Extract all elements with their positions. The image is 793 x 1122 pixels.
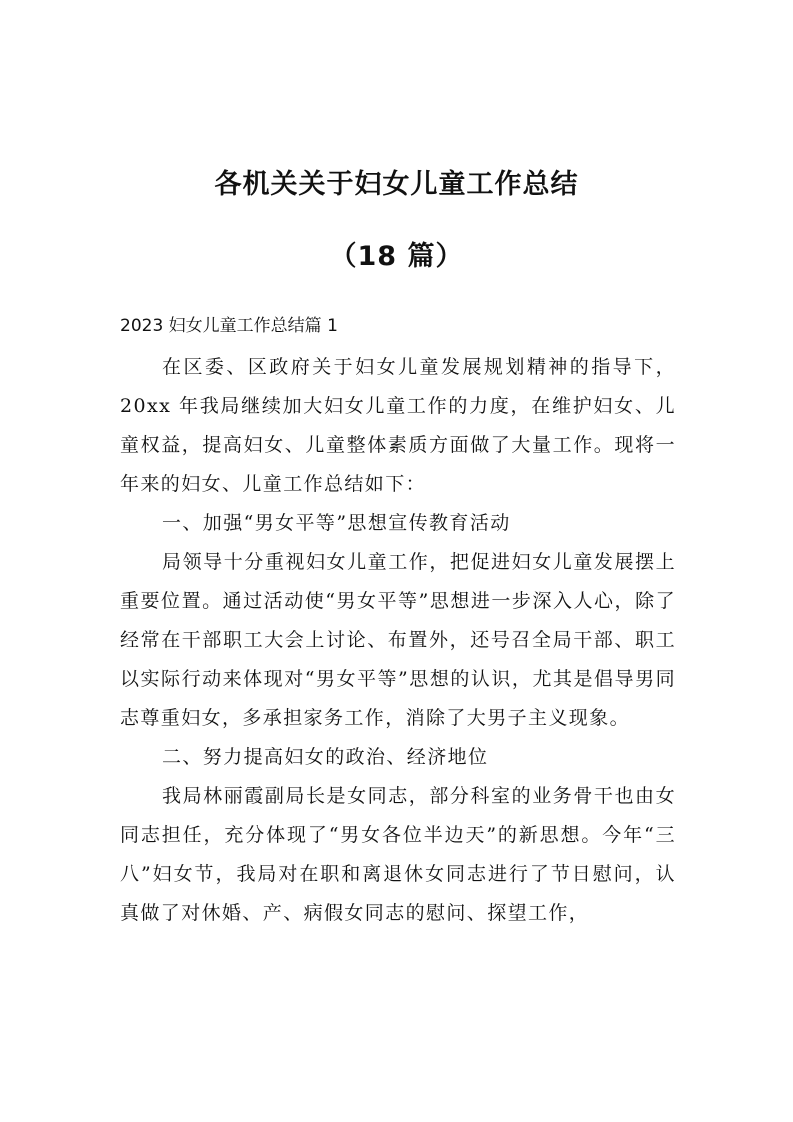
paragraph-heading-1: 一、加强“男女平等”思想宣传教育活动 <box>162 512 511 534</box>
paragraph-2: 我局林丽霞副局长是女同志，部分科室的业务骨干也由女同志担任，充分体现了“男女各位半边天”的新思想。今年“三八”妇女节，我局对在职和离退休女同志进行了节日慰问，认真做了对休婚、产、病假女同志的慰问、探望工作， <box>120 785 676 924</box>
document-subtitle: （18 篇） <box>329 241 464 272</box>
document-title: 各机关关于妇女儿童工作总结 <box>214 169 579 200</box>
paragraph-1: 局领导十分重视妇女儿童工作，把促进妇女儿童发展摆上重要位置。通过活动使“男女平等”思想进一步深入人心，除了经常在干部职工大会上讨论、布置外，还号召全局干部、职工以实际行动来体现对“男女平等”思想的认识，尤其是倡导男同志尊重妇女，多承担家务工作，消除了大男子主义现象。 <box>120 551 676 729</box>
document-body <box>120 348 676 933</box>
section-heading: 2023 妇女儿童工作总结篇 1 <box>120 316 338 336</box>
paragraph-heading-2: 二、努力提高妇女的政治、经济地位 <box>162 746 489 768</box>
paragraph-intro: 在区委、区政府关于妇女儿童发展规划精神的指导下，20xx 年我局继续加大妇女儿童工作的力度，在维护妇女、儿童权益，提高妇女、儿童整体素质方面做了大量工作。现将一年来的妇女、儿童工作总结如下： <box>120 356 676 495</box>
